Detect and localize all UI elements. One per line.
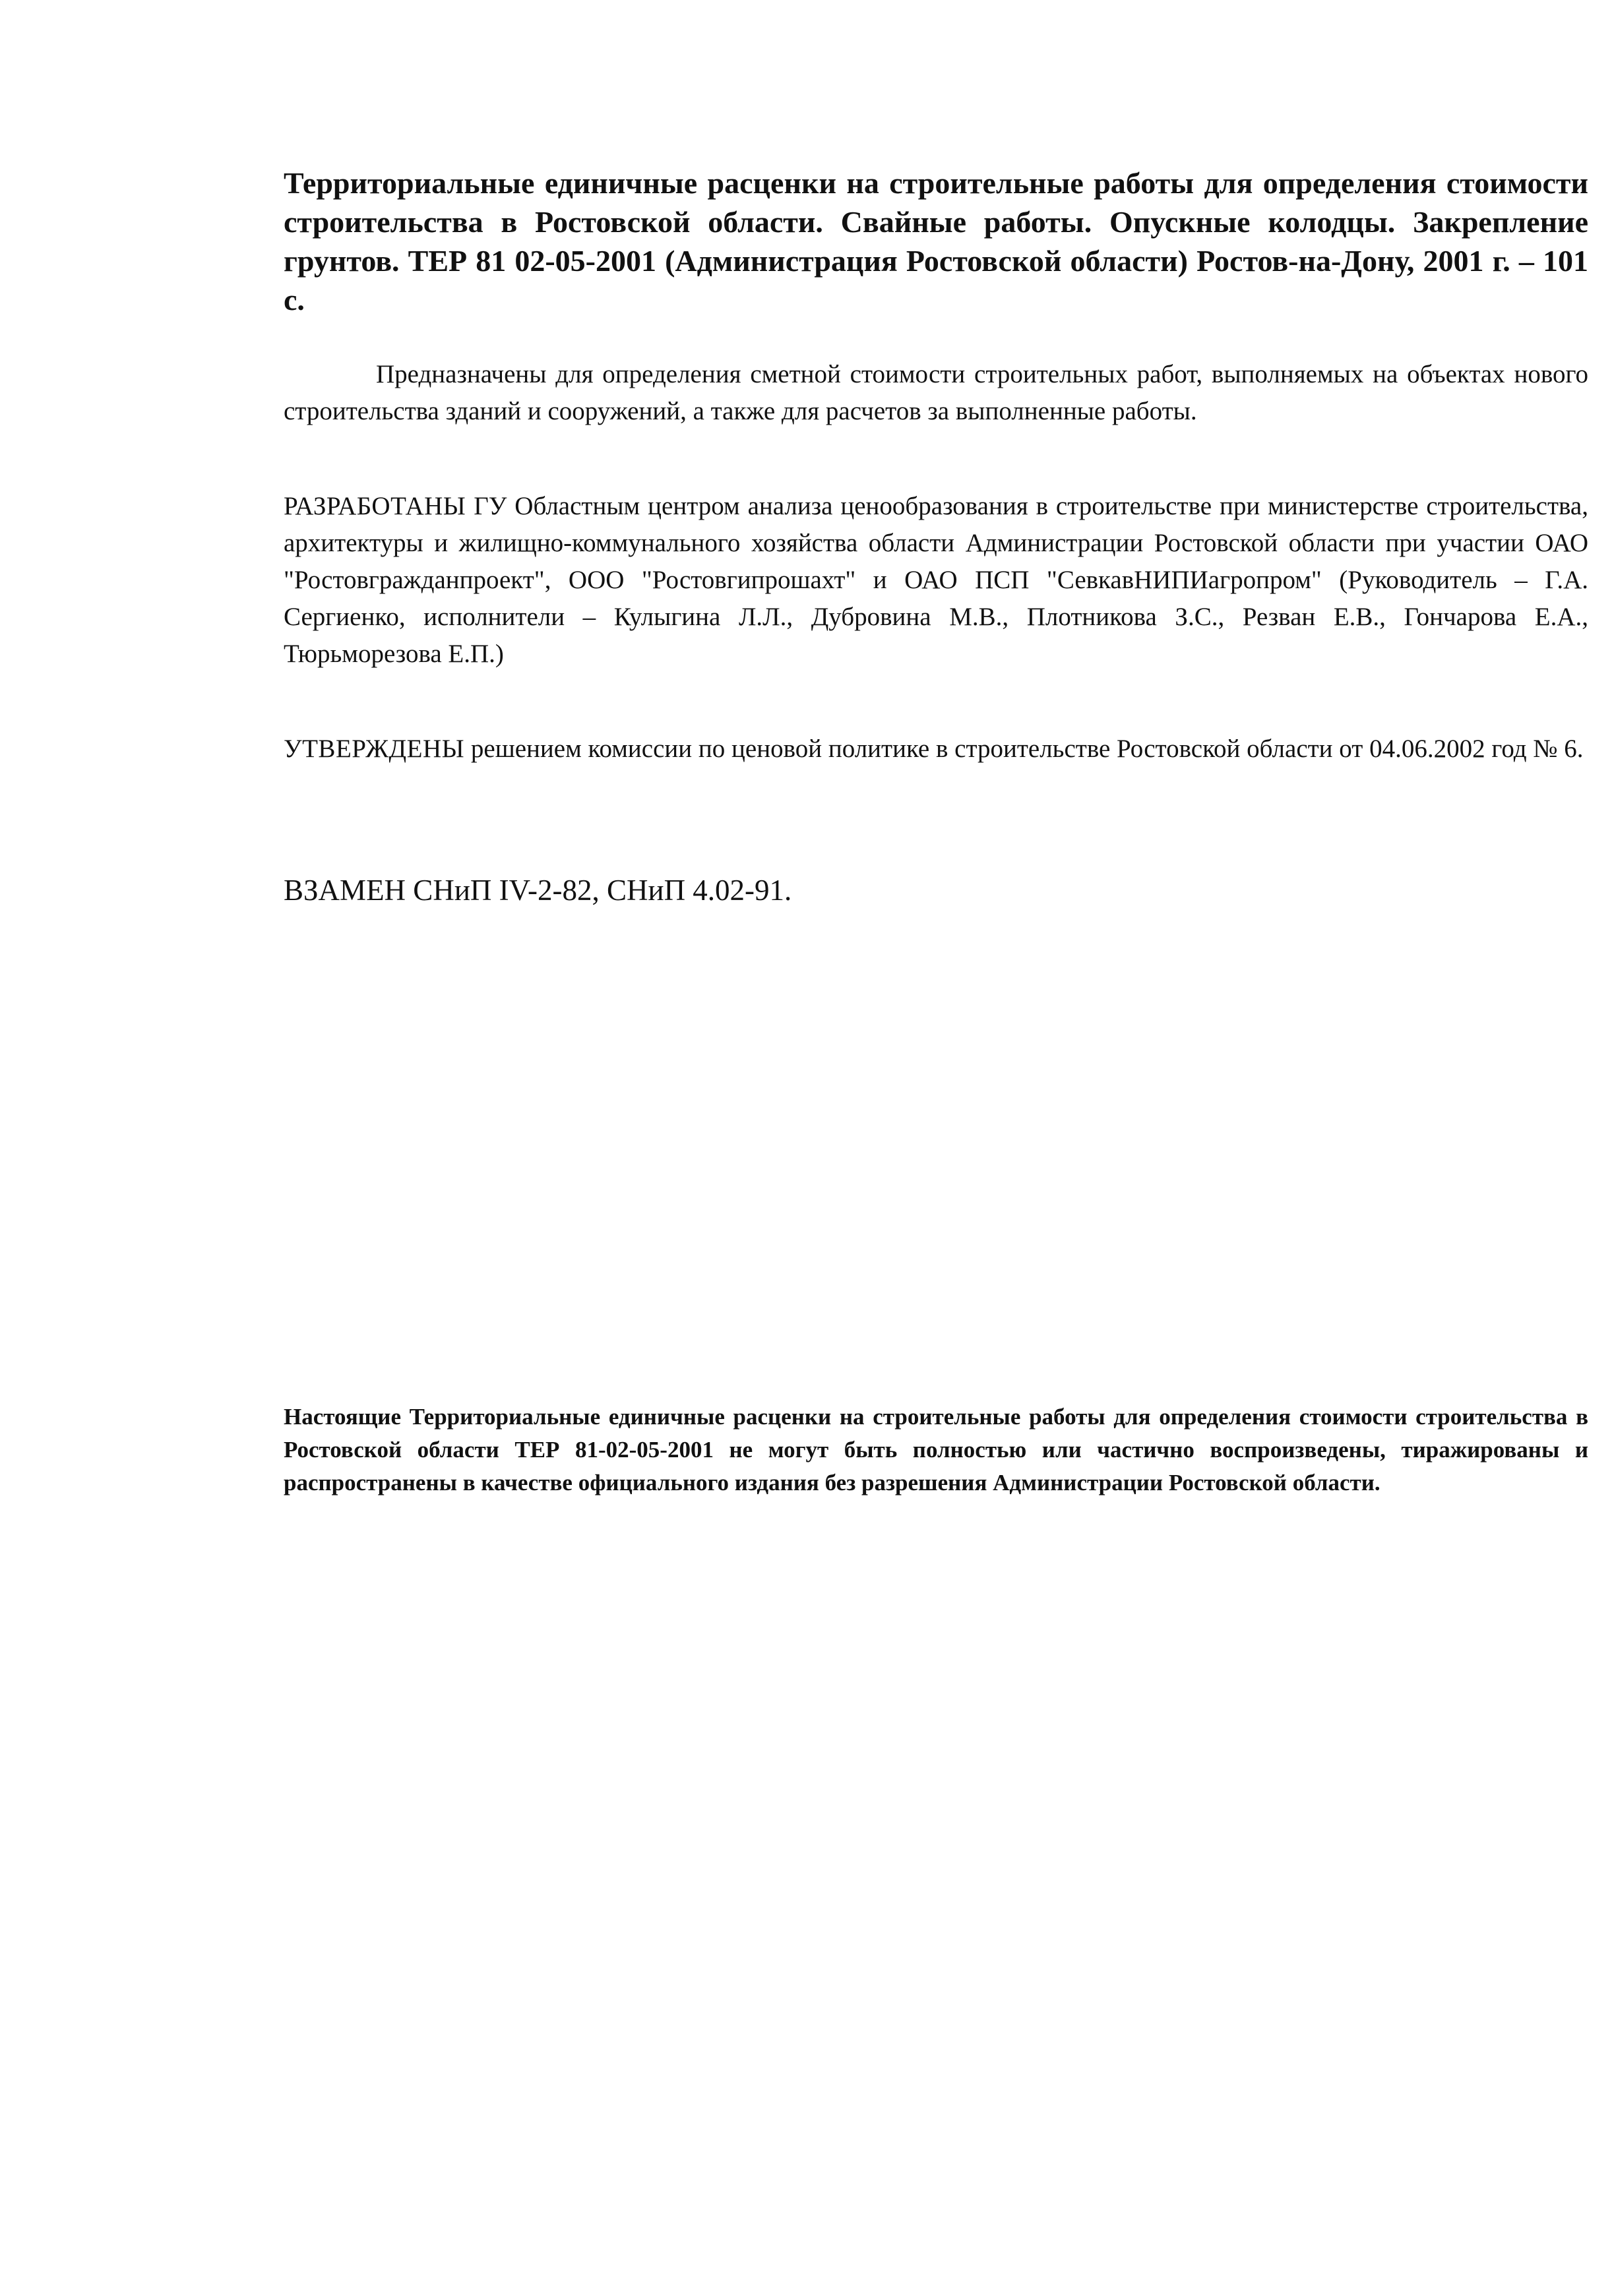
- developed-by-label: РАЗРАБОТАНЫ: [284, 492, 466, 520]
- copyright-notice: Настоящие Территориальные единичные расценки на строительные работы для определения стоимости строительства в Ростовской области ТЕР 81-02-05-2001 не могут быть полностью или частично воспроизведены, тиражированы и распространены в качестве официального издания без разрешения Администрации Ростовской области.: [284, 1404, 1588, 1495]
- purpose-paragraph: Предназначены для определения сметной стоимости строительных работ, выполняемых на объектах нового строительства зданий и сооружений, а также для расчетов за выполненные работы.: [284, 360, 1588, 425]
- developed-by-paragraph: [284, 488, 1588, 673]
- replaces-line: ВЗАМЕН СНиП IV-2-82, СНиП 4.02-91.: [284, 874, 792, 907]
- approved-by-paragraph: [284, 731, 1588, 768]
- approved-by-label: УТВЕРЖДЕНЫ: [284, 735, 465, 763]
- developed-by-text: ГУ Областным центром анализа ценообразования в строительстве при министерстве строительства, архитектуры и жилищно-коммунального хозяйства области Администрации Ростовской области при участии ОАО "Ростовгражданпроект", ООО "Ростовгипрошахт" и ОАО ПСП "СевкавНИПИагропром" (Руководитель – Г.А. Сергиенко, исполнители – Кулыгина Л.Л., Дубровина М.В., Плотникова З.С., Резван Е.В., Гончарова Е.А., Тюрьморезова Е.П.): [284, 492, 1588, 668]
- document-title: Территориальные единичные расценки на строительные работы для определения стоимости строительства в Ростовской области. Свайные работы. Опускные колодцы. Закрепление грунтов. ТЕР 81 02-05-2001 (Администрация Ростовской области) Ростов-на-Дону, 2001 г. – 101 с.: [284, 166, 1588, 317]
- approved-by-text: решением комиссии по ценовой политике в строительстве Ростовской области от 04.06.2002 год № 6.: [464, 735, 1584, 763]
